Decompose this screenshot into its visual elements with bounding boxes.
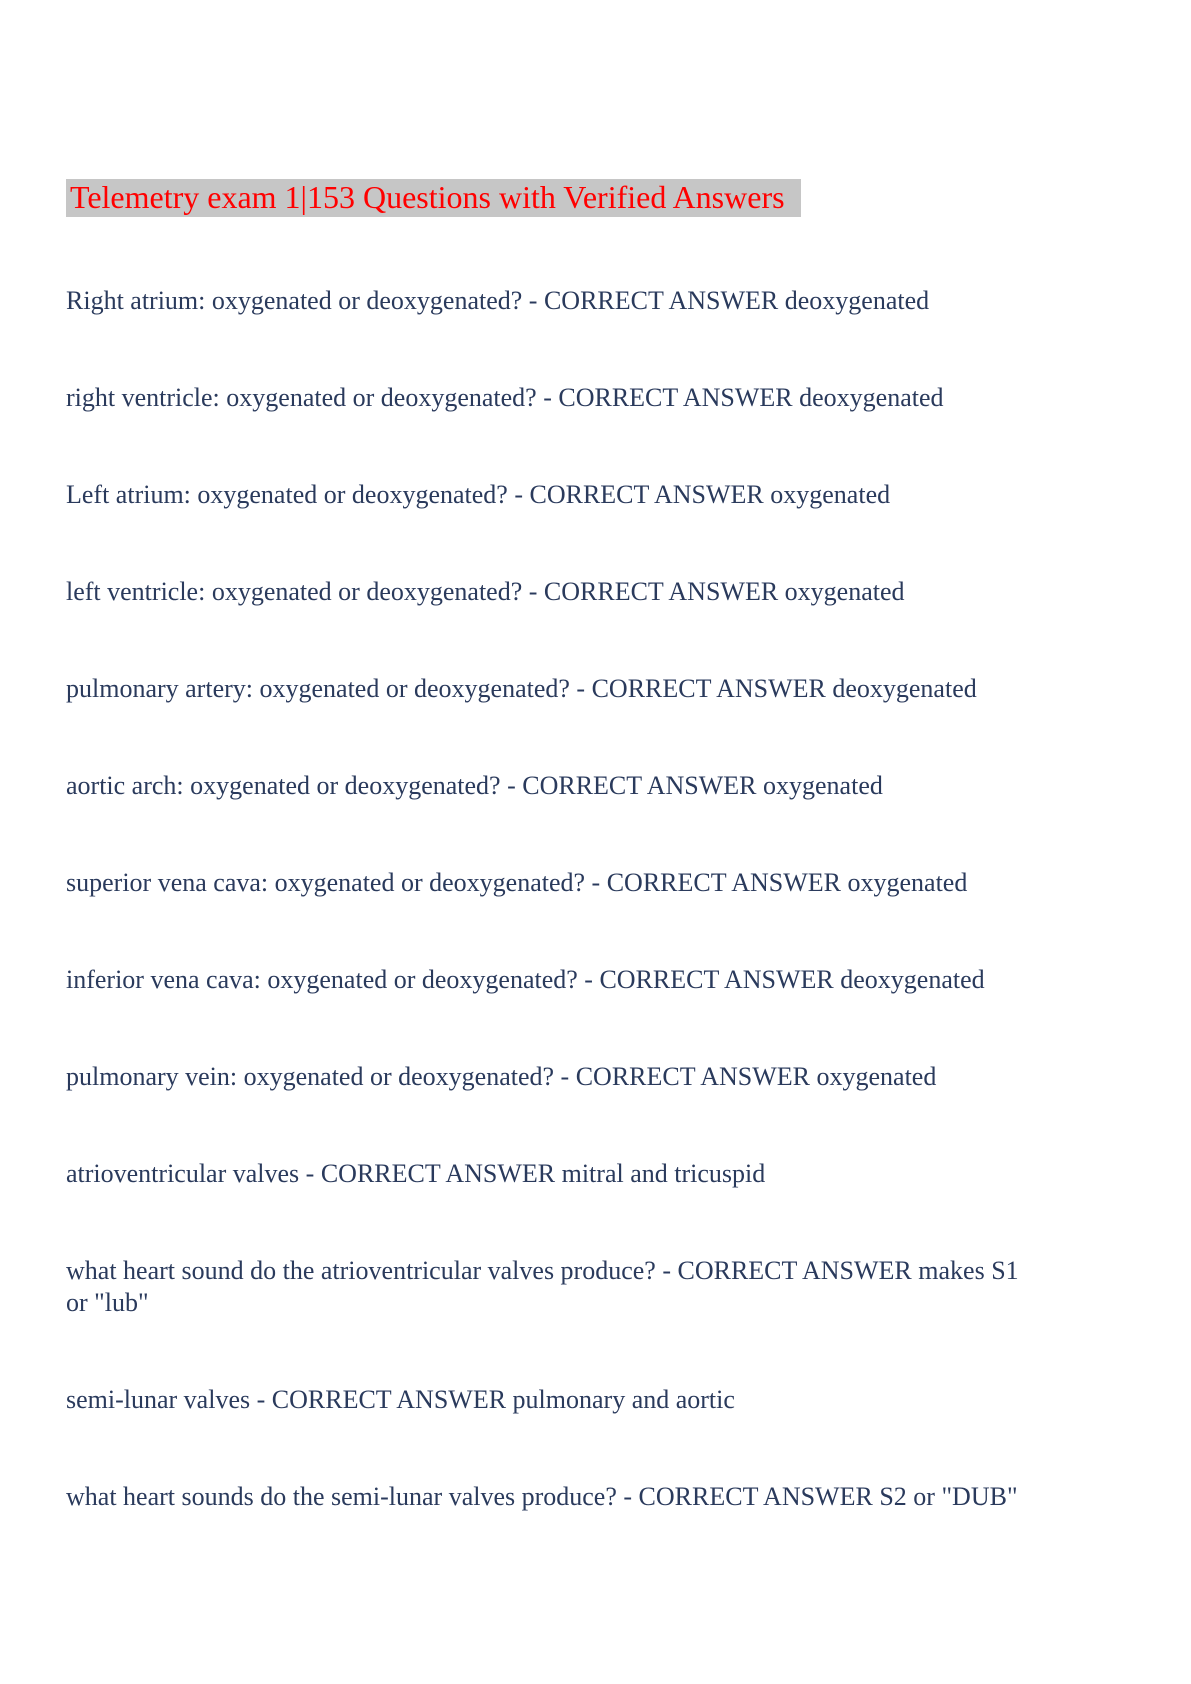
qa-paragraph: pulmonary vein: oxygenated or deoxygenated? - CORRECT ANSWER oxygenated (66, 1062, 937, 1091)
qa-paragraph: superior vena cava: oxygenated or deoxygenated? - CORRECT ANSWER oxygenated (66, 868, 968, 897)
qa-paragraph (66, 1255, 1129, 1319)
qa-paragraph-line: or "lub" (66, 1288, 149, 1317)
qa-paragraph: what heart sounds do the semi-lunar valves produce? - CORRECT ANSWER S2 or "DUB" (66, 1482, 1018, 1511)
page-title-text: Telemetry exam 1|153 Questions with Verified Answers (66, 179, 801, 217)
qa-paragraph: Right atrium: oxygenated or deoxygenated? - CORRECT ANSWER deoxygenated (66, 286, 930, 315)
qa-paragraph: pulmonary artery: oxygenated or deoxygenated? - CORRECT ANSWER deoxygenated (66, 674, 977, 703)
qa-paragraph-line: what heart sound do the atrioventricular valves produce? - CORRECT ANSWER makes S1 (66, 1256, 1019, 1285)
qa-paragraph: atrioventricular valves - CORRECT ANSWER mitral and tricuspid (66, 1159, 766, 1188)
qa-paragraph: right ventricle: oxygenated or deoxygenated? - CORRECT ANSWER deoxygenated (66, 383, 944, 412)
page-title (66, 177, 1191, 218)
qa-paragraph: left ventricle: oxygenated or deoxygenated? - CORRECT ANSWER oxygenated (66, 577, 905, 606)
qa-paragraph: Left atrium: oxygenated or deoxygenated? - CORRECT ANSWER oxygenated (66, 480, 891, 509)
qa-paragraph: inferior vena cava: oxygenated or deoxygenated? - CORRECT ANSWER deoxygenated (66, 965, 985, 994)
qa-content (66, 285, 1129, 1513)
qa-paragraph: semi-lunar valves - CORRECT ANSWER pulmonary and aortic (66, 1385, 735, 1414)
qa-paragraph: aortic arch: oxygenated or deoxygenated? - CORRECT ANSWER oxygenated (66, 771, 883, 800)
